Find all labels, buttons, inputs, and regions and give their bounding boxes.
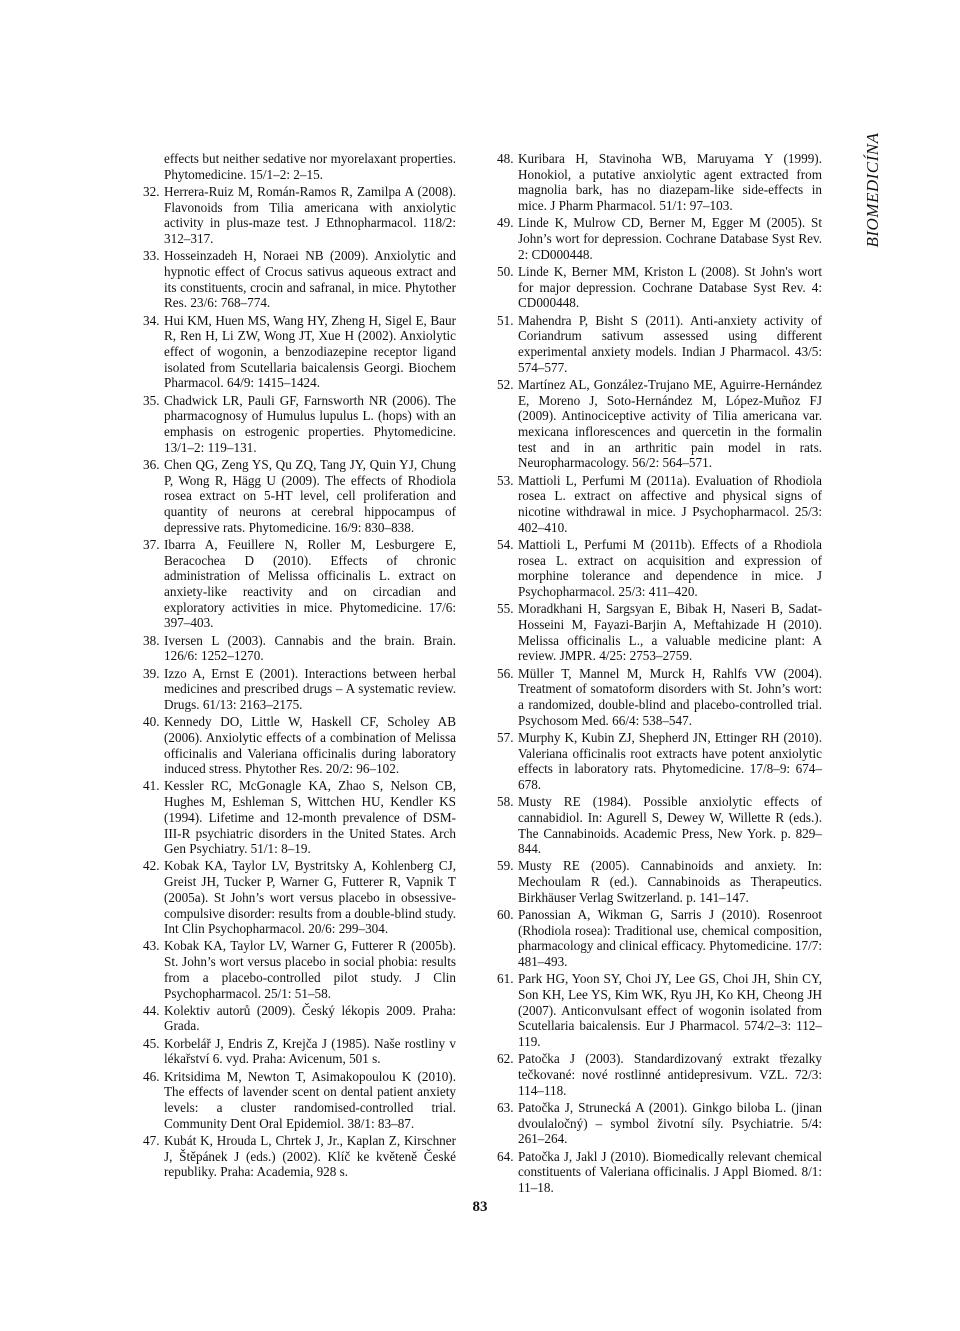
reference-text: Kobak KA, Taylor LV, Bystritsky A, Kohlenberg CJ, Greist JH, Tucker P, Warner G, Futterer R, Vapnik T (2005a). St John’s wort versus placebo in obsessive-compulsive disorder: results from a double-blind study. Int Clin Psychopharmacol. 20/6: 299–304.	[164, 858, 456, 937]
reference-text: effects but neither sedative nor myorelaxant properties. Phytomedicine. 15/1–2: 2–15.	[164, 151, 456, 182]
reference-text: Musty RE (1984). Possible anxiolytic effects of cannabidiol. In: Agurell S, Dewey W, Willette R (eds.). The Cannabinoids. Academic Press, New York. p. 829–844.	[518, 794, 822, 857]
reference-text: Linde K, Berner MM, Kriston L (2008). St John's wort for major depression. Cochrane Database Syst Rev. 4: CD000448.	[518, 263, 822, 311]
reference-item	[143, 1036, 456, 1067]
reference-number: 57.	[497, 729, 514, 745]
reference-text: Panossian A, Wikman G, Sarris J (2010). Rosenroot (Rhodiola rosea): Traditional use, chemical composition, pharmacology and clinical efficacy. Phytomedicine. 17/7: 481–493.	[518, 907, 822, 970]
reference-item	[497, 907, 822, 970]
reference-text: Herrera-Ruiz M, Román-Ramos R, Zamilpa A (2008). Flavonoids from Tilia americana with anxiolytic activity in plus-maze test. J Ethnopharmacol. 118/2: 312–317.	[164, 183, 456, 247]
reference-text: Mattioli L, Perfumi M (2011b). Effects of a Rhodiola rosea L. extract on acquisition and expression of morphine tolerance and dependence in mice. J Psychopharmacol. 25/3: 411–420.	[518, 536, 822, 599]
reference-item	[497, 666, 822, 729]
reference-item	[143, 1133, 456, 1180]
reference-text: Patočka J (2003). Standardizovaný extrakt třezalky tečkované: nové rostlinné antidepresivum. VZL. 72/3: 114–118.	[518, 1051, 822, 1098]
reference-item	[143, 457, 456, 536]
reference-item	[143, 184, 456, 247]
reference-text: Izzo A, Ernst E (2001). Interactions between herbal medicines and prescribed drugs – A systematic review. Drugs. 61/13: 2163–2175.	[164, 665, 456, 712]
reference-item	[143, 1003, 456, 1034]
reference-number: 43.	[143, 938, 160, 954]
reference-number: 50.	[497, 263, 514, 279]
reference-number: 63.	[497, 1099, 514, 1115]
reference-item	[497, 1149, 822, 1196]
reference-item	[497, 1051, 822, 1098]
reference-text: Moradkhani H, Sargsyan E, Bibak H, Naseri B, Sadat-Hosseini M, Fayazi-Barjin A, Meftahizade H (2010). Melissa officinalis L., a valuable medicine plant: A review. JMPR. 4/25: 2753–2759.	[518, 601, 822, 664]
reference-text: Chadwick LR, Pauli GF, Farnsworth NR (2006). The pharmacognosy of Humulus lupulus L. (hops) with an emphasis on estrogenic properties. Phytomedicine. 13/1–2: 119–131.	[164, 392, 456, 455]
reference-number: 53.	[497, 472, 514, 488]
reference-item	[143, 714, 456, 777]
reference-item	[143, 633, 456, 664]
reference-item	[143, 778, 456, 857]
reference-number: 55.	[497, 601, 514, 617]
reference-item	[497, 215, 822, 262]
reference-text: Patočka J, Jakl J (2010). Biomedically relevant chemical constituents of Valeriana officinalis. J Appl Biomed. 8/1: 11–18.	[518, 1148, 822, 1195]
reference-item	[143, 537, 456, 631]
reference-text: Linde K, Mulrow CD, Berner M, Egger M (2005). St John’s wort for depression. Cochrane Database Syst Rev. 2: CD000448.	[518, 215, 822, 262]
reference-item	[143, 666, 456, 713]
reference-item	[497, 473, 822, 536]
reference-number: 38.	[143, 632, 160, 648]
reference-text: Kritsidima M, Newton T, Asimakopoulou K (2010). The effects of lavender scent on dental patient anxiety levels: a cluster randomised-controlled trial. Community Dent Oral Epidemiol. 38/1: 83–87.	[164, 1068, 456, 1131]
reference-number: 44.	[143, 1002, 160, 1018]
reference-item	[497, 730, 822, 793]
reference-item	[497, 601, 822, 664]
reference-item	[143, 858, 456, 937]
reference-number: 32.	[143, 183, 160, 199]
reference-item	[497, 1100, 822, 1147]
reference-item	[497, 264, 822, 311]
reference-item	[497, 537, 822, 600]
reference-item	[497, 377, 822, 471]
reference-item	[497, 794, 822, 857]
reference-number: 35.	[143, 392, 160, 408]
reference-text: Müller T, Mannel M, Murck H, Rahlfs VW (2004). Treatment of somatoform disorders with St. John’s wort: a randomized, double-blind and placebo-controlled trial. Psychosom Med. 66/4: 538–547.	[518, 665, 822, 728]
references-left-column	[143, 151, 456, 1182]
reference-number: 42.	[143, 858, 160, 874]
reference-number: 51.	[497, 312, 514, 328]
reference-item	[497, 313, 822, 376]
reference-text: Korbelář J, Endris Z, Krejča J (1985). Naše rostliny v lékařství 6. vyd. Praha: Avicenum, 501 s.	[164, 1035, 456, 1067]
reference-number: 34.	[143, 312, 160, 328]
reference-text: Mahendra P, Bisht S (2011). Anti-anxiety activity of Coriandrum sativum assessed using different experimental anxiety models. Indian J Pharmacol. 43/5: 574–577.	[518, 312, 822, 375]
reference-number: 58.	[497, 794, 514, 810]
reference-text: Ibarra A, Feuillere N, Roller M, Lesburgere E, Beracochea D (2010). Effects of chronic administration of Melissa officinalis L. extract on anxiety-like reactivity and on circadian and exploratory activities in mice. Phytomedicine. 17/6: 397–403.	[164, 536, 456, 631]
reference-number: 52.	[497, 376, 514, 392]
reference-text: Martínez AL, González-Trujano ME, Aguirre-Hernández E, Moreno J, Soto-Hernández M, López-Muñoz FJ (2009). Antinociceptive activity of Tilia americana var. mexicana inflorescences and quercetin in the formalin test and in an arthritic pain model in rats. Neuropharmacology. 56/2: 564–571.	[518, 376, 822, 471]
reference-text: Park HG, Yoon SY, Choi JY, Lee GS, Choi JH, Shin CY, Son KH, Lee YS, Kim WK, Ryu JH, Ko KH, Cheong JH (2007). Anticonvulsant effect of wogonin isolated from Scutellaria baicalensis. Eur J Pharmacol. 574/2–3: 112–119.	[518, 971, 822, 1050]
reference-text: Kennedy DO, Little W, Haskell CF, Scholey AB (2006). Anxiolytic effects of a combination of Melissa officinalis and Valeriana officinalis during laboratory induced stress. Phytother Res. 20/2: 96–102.	[164, 714, 456, 777]
reference-number: 40.	[143, 714, 160, 730]
reference-number: 45.	[143, 1035, 160, 1051]
reference-number: 54.	[497, 536, 514, 552]
reference-number: 64.	[497, 1148, 514, 1164]
reference-number: 41.	[143, 778, 160, 794]
reference-item	[497, 971, 822, 1050]
reference-text: Iversen L (2003). Cannabis and the brain. Brain. 126/6: 1252–1270.	[164, 632, 456, 664]
reference-number: 33.	[143, 248, 160, 264]
reference-number: 47.	[143, 1132, 160, 1148]
reference-number: 61.	[497, 971, 514, 987]
reference-number: 60.	[497, 907, 514, 923]
reference-text: Hui KM, Huen MS, Wang HY, Zheng H, Sigel E, Baur R, Ren H, Li ZW, Wong JT, Xue H (2002). Anxiolytic effect of wogonin, a benzodiazepine receptor ligand isolated from Scutellaria baicalensis Georgi. Biochem Pharmacol. 64/9: 1415–1424.	[164, 312, 456, 391]
reference-text: Chen QG, Zeng YS, Qu ZQ, Tang JY, Quin YJ, Chung P, Wong R, Hägg U (2009). The effects of Rhodiola rosea extract on 5-HT level, cell proliferation and quantity of neurons at cerebral hippocampus of depressive rats. Phytomedicine. 16/9: 830–838.	[164, 456, 456, 535]
reference-text: Musty RE (2005). Cannabinoids and anxiety. In: Mechoulam R (ed.). Cannabinoids as Therapeutics. Birkhäuser Verlag Switzerland. p. 141–147.	[518, 858, 822, 905]
reference-number: 39.	[143, 665, 160, 681]
reference-number: 56.	[497, 665, 514, 681]
reference-text: Kuribara H, Stavinoha WB, Maruyama Y (1999). Honokiol, a putative anxiolytic agent extracted from magnolia bark, has no diazepam-like side-effects in mice. J Pharm Pharmacol. 51/1: 97–103.	[518, 151, 822, 214]
reference-item	[497, 151, 822, 214]
reference-item	[143, 248, 456, 311]
reference-item	[143, 313, 456, 392]
reference-text: Kobak KA, Taylor LV, Warner G, Futterer R (2005b). St. John’s wort versus placebo in social phobia: results from a placebo-controlled pilot study. J Clin Psychopharmacol. 25/1: 51–58.	[164, 938, 456, 1001]
reference-number: 48.	[497, 151, 514, 166]
page-number: 83	[472, 1199, 488, 1215]
reference-number: 37.	[143, 536, 160, 552]
journal-section-tag	[853, 110, 893, 270]
reference-text: Kolektiv autorů (2009). Český lékopis 2009. Praha: Grada.	[164, 1002, 456, 1034]
reference-number: 49.	[497, 215, 514, 231]
references-right-column	[497, 151, 822, 1197]
reference-text: Kessler RC, McGonagle KA, Zhao S, Nelson CB, Hughes M, Eshleman S, Wittchen HU, Kendler KS (1994). Lifetime and 12-month prevalence of DSM-III-R psychiatric disorders in the United States. Arch Gen Psychiatry. 51/1: 8–19.	[164, 778, 456, 857]
reference-number: 46.	[143, 1068, 160, 1084]
reference-item	[143, 393, 456, 456]
reference-text: Hosseinzadeh H, Noraei NB (2009). Anxiolytic and hypnotic effect of Crocus sativus aqueous extract and its constituents, crocin and safranal, in mice. Phytother Res. 23/6: 768–774.	[164, 248, 456, 311]
reference-text: Murphy K, Kubin ZJ, Shepherd JN, Ettinger RH (2010). Valeriana officinalis root extracts have potent anxiolytic effects in laboratory rats. Phytomedicine. 17/8–9: 674–678.	[518, 729, 822, 792]
reference-number: 59.	[497, 858, 514, 874]
reference-item	[497, 858, 822, 905]
reference-text: Patočka J, Strunecká A (2001). Ginkgo biloba L. (jinan dvoulaločný) – symbol životní síly. Psychiatrie. 5/4: 261–264.	[518, 1099, 822, 1147]
reference-number: 36.	[143, 456, 160, 472]
reference-item	[143, 151, 456, 182]
reference-item	[143, 1069, 456, 1132]
reference-text: Mattioli L, Perfumi M (2011a). Evaluation of Rhodiola rosea L. extract on affective and physical signs of nicotine withdrawal in mice. J Psychopharmacol. 25/3: 402–410.	[518, 472, 822, 535]
reference-number: 62.	[497, 1051, 514, 1067]
journal-section-label: BIOMEDICÍNA	[863, 132, 882, 248]
reference-text: Kubát K, Hrouda L, Chrtek J, Jr., Kaplan Z, Kirschner J, Štěpánek J (eds.) (2002). Klíč ke květeně České republiky. Praha: Academia, 928 s.	[164, 1132, 456, 1180]
reference-item	[143, 938, 456, 1001]
